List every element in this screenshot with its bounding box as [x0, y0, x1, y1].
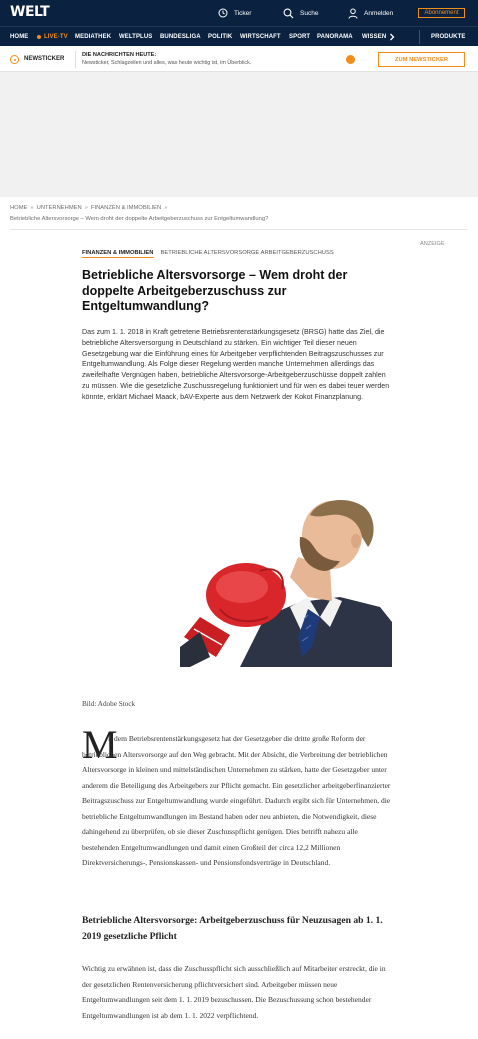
- article-subheading: Betriebliche Altersvorsorge: Arbeitgeberzuschuss für Neuzusagen ab 1. 1. 2019 gesetzliche Pflicht: [82, 915, 383, 942]
- article-paragraph-1-text: it dem Betriebsrentenstärkungsgesetz hat der Gesetzgeber die dritte große Reform der betrieblichen Altersvorsorge auf den Weg gebracht. Mit der Absicht, die Verbreitung der betrieblichen Altersvorsorge in kleinen und mittelständischen Unternehmen zu stärken, hatte der Gesetzgeber unter anderem die Beteiligung des Arbeitgebers zur Pflicht gemacht. Ein gesetzlicher arbeitgeberfinanzierter Beitragszuschuss zur Entgeltumwandlung wurde eingeführt. Dadurch ergibt sich für Unternehmen, die betriebliche Entgeltumwandlungen im Bestand haben oder neu anbieten, die Notwendigkeit, diese dahingehend zu überprüfen, ob sie dieser Zuschusspflicht genügen. Dies betrifft nahezu alle bestehenden Entgeltumwandlungen und damit einen Großteil der circa 12,2 Millionen Direktversicherungs-, Pensionskassen- und Pensionsfondsverträge in Deutschland.: [82, 734, 391, 867]
- newsticker-button[interactable]: ZUM NEWSTICKER: [378, 52, 465, 67]
- search-icon: [283, 8, 294, 19]
- main-nav: [0, 26, 478, 46]
- ticker-link-label: Ticker: [234, 9, 252, 17]
- nav-more-button[interactable]: [389, 27, 395, 47]
- nav-item-panorama[interactable]: PANORAMA: [317, 34, 353, 40]
- ticker-link[interactable]: [218, 0, 251, 26]
- nav-item-politik[interactable]: POLITIK: [208, 34, 233, 40]
- breadcrumb-unternehmen[interactable]: UNTERNEHMEN: [36, 205, 82, 211]
- abonnement-button[interactable]: Abonnement: [418, 8, 465, 18]
- nav-item-wirtschaft[interactable]: WIRTSCHAFT: [240, 34, 281, 40]
- breadcrumb-home[interactable]: HOME: [10, 205, 28, 211]
- search-link-label: Suche: [300, 9, 319, 17]
- newsticker-divider: [75, 51, 76, 68]
- article-image: [180, 497, 392, 667]
- nav-item-home[interactable]: HOME: [10, 34, 29, 40]
- article-kicker: [82, 250, 334, 258]
- nav-item-mediathek[interactable]: MEDIATHEK: [75, 34, 112, 40]
- newsticker-icon: [10, 55, 19, 64]
- newsticker-indicator-icon: [346, 55, 355, 64]
- article-paragraph-1: [82, 731, 391, 871]
- nav-item-bundesliga[interactable]: BUNDESLIGA: [160, 34, 201, 40]
- clock-icon: [218, 8, 228, 18]
- welt-logo[interactable]: WELT: [10, 4, 50, 20]
- article-topic[interactable]: BETRIEBLICHE ALTERSVORSORGE ARBEITGEBERZUSCHUSS: [160, 250, 334, 256]
- newsticker-label: NEWSTICKER: [24, 56, 65, 62]
- nav-item-live-tv-label: LIVE-TV: [44, 34, 68, 40]
- nav-item-wissen[interactable]: WISSEN: [362, 34, 387, 40]
- breadcrumb: [10, 205, 167, 211]
- chevron-right-icon: [389, 33, 395, 41]
- newsticker-subline[interactable]: Newsticker, Schlagzeilen und alles, was heute wichtig ist, im Überblick.: [82, 60, 252, 66]
- search-link[interactable]: [283, 0, 318, 26]
- breadcrumb-current: Betriebliche Altersvorsorge – Wem droht der doppelte Arbeitgeberzuschuss zur Entgeltumwandlung?: [10, 216, 269, 222]
- article-paragraph-2: Wichtig zu erwähnen ist, dass die Zuschusspflicht sich ausschließlich auf Mitarbeiter erstreckt, die in der gesetzlichen Rentenversicherung pflichtversichert sind. Arbeitgeber müssen neue Entgeltumwandlungen seit dem 1. 1. 2019 bezuschussen. Die Bezuschussung schon bestehender Entgeltumwandlungen ist ab dem 1. 1. 2022 verpflichtend.: [82, 964, 386, 1020]
- user-icon: [348, 8, 358, 19]
- article-headline: Betriebliche Altersvorsorge – Wem droht der doppelte Arbeitgeberzuschuss zur Entgeltumwandlung?: [82, 268, 348, 313]
- nav-item-produkte[interactable]: PRODUKTE: [431, 34, 466, 40]
- nav-item-weltplus[interactable]: WELTPLUS: [119, 34, 153, 40]
- breadcrumb-separator: »: [84, 205, 88, 211]
- login-link[interactable]: [348, 0, 393, 26]
- boxing-glove-man-illustration: [180, 497, 392, 667]
- article-intro: Das zum 1. 1. 2018 in Kraft getretene Betriebsrentenstärkungsgesetz (BRSG) hatte das Ziel, die betriebliche Altersversorgung in Deutschland zu stärken. Ein wichtiger Teil dieser neuen Gesetzgebung war die Einführung eines für Arbeitgeber verpflichtenden Beitragszuschusses zur Entgeltumwandlung. Als Folge dieser Regelung werden manche Unternehmen allerdings das zweifelhafte Vergnügen haben, betriebliche Altersvorsorge-Arbeitgeberzuschüsse doppelt zahlen zu müssen. Wie die gesetzliche Zuschussregelung funktioniert und für wen es dabei teuer werden könnte, erklärt Michael Maack, bAV-Experte aus dem Netzwerk der Kokot Finanzplanung.: [82, 328, 390, 401]
- newsticker-bar: [0, 47, 478, 72]
- ad-placeholder: [0, 72, 478, 197]
- nav-item-live-tv[interactable]: [37, 27, 68, 47]
- breadcrumb-finanzen[interactable]: FINANZEN & IMMOBILIEN: [90, 205, 162, 211]
- image-caption: Bild: Adobe Stock: [82, 700, 136, 708]
- nav-divider: [419, 30, 420, 44]
- article-dropcap: M: [82, 722, 118, 767]
- breadcrumb-divider: [10, 229, 468, 230]
- nav-item-sport[interactable]: SPORT: [289, 34, 311, 40]
- login-link-label: Anmelden: [364, 9, 394, 17]
- breadcrumb-separator: »: [30, 205, 34, 211]
- newsticker-headline[interactable]: DIE NACHRICHTEN HEUTE:: [82, 52, 157, 58]
- anzeige-label: ANZEIGE: [420, 241, 445, 247]
- live-dot-icon: [37, 35, 41, 39]
- breadcrumb-separator: »: [164, 205, 168, 211]
- top-bar: [0, 0, 478, 26]
- article-category[interactable]: FINANZEN & IMMOBILIEN: [82, 250, 154, 256]
